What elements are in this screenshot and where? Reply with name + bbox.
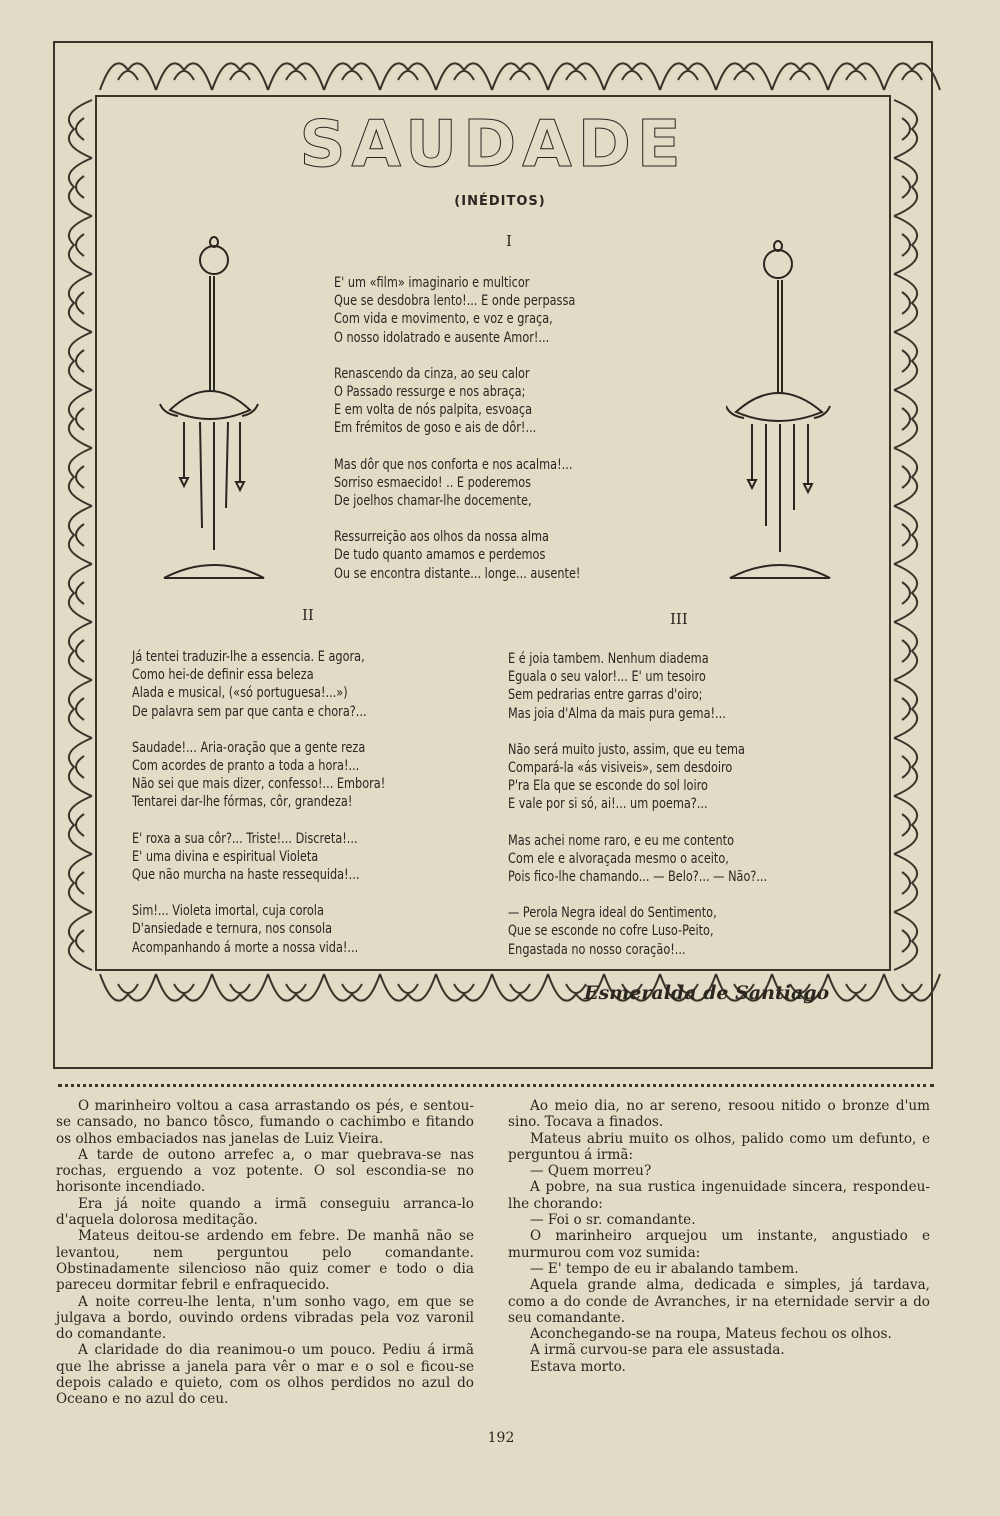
paragraph: Ao meio dia, no ar sereno, resoou nitido o bronze d'um sino. Tocava a finados. <box>508 1098 930 1131</box>
verse-line: Acompanhando á morte a nossa vida!... <box>132 939 359 956</box>
paragraph: A noite correu-lhe lenta, n'um sonho vago, em que se julgava a bordo, ouvindo ordens vibradas pela voz varonil do comandante. <box>56 1293 474 1343</box>
section-label-iii: III <box>670 610 688 628</box>
section-label-i: I <box>506 232 512 250</box>
stanza <box>334 365 580 438</box>
story-left-column <box>56 1098 474 1408</box>
paragraph: A irmã curvou-se para ele assustada. <box>530 1342 785 1359</box>
verse-line: Com acordes de pranto a toda a hora!... <box>132 758 360 775</box>
verse-line: E' roxa a sua côr?... Triste!... Discreta!... <box>132 830 358 847</box>
verse-line: Não sei que mais dizer, confesso!... Embora! <box>132 776 386 793</box>
stanza <box>334 528 580 583</box>
stanza <box>508 650 767 723</box>
paragraph: Mateus deitou-se ardendo em febre. De manhã não se levantou, nem perguntou pelo comandante. Obstinadamente silencioso não quiz comer e todo o dia pareceu dormitar febril e enfraquecido. <box>56 1228 474 1294</box>
verse-line: Com vida e movimento, e voz e graça, <box>334 311 553 328</box>
paragraph: A pobre, na sua rustica ingenuidade sincera, respondeu-lhe chorando: <box>508 1179 930 1212</box>
verse-line: Mas dôr que nos conforta e nos acalma!... <box>334 456 573 473</box>
verse-line: Mas achei nome raro, e eu me contento <box>508 832 735 849</box>
left-lamp-illustration <box>150 232 270 588</box>
verse-line: Com ele e alvoraçada mesmo o aceito, <box>508 850 729 867</box>
verse-line: Tentarei dar-lhe fórmas, côr, grandeza! <box>132 794 353 811</box>
verse-line: Compará-la «ás visiveis», sem desdoiro <box>508 760 733 777</box>
stanza <box>132 830 385 885</box>
stanza <box>508 832 767 887</box>
verse-line: P'ra Ela que se esconde do sol loiro <box>508 778 708 795</box>
paragraph: Mateus abriu muito os olhos, palido como um defunto, e perguntou á irmã: <box>508 1130 930 1163</box>
paragraph: Era já noite quando a irmã conseguiu arranca-lo d'aquela dolorosa meditação. <box>56 1195 474 1229</box>
paragraph: O marinheiro voltou a casa arrastando os pés, e sentou-se cansado, no banco tôsco, fumando o cachimbo e fitando os olhos embaciados nas janelas de Luiz Vieira. <box>56 1098 474 1147</box>
stanza <box>508 741 767 814</box>
paragraph: Aquela grande alma, dedicada e simples, já tardava, como a do conde de Avranches, ir na eternidade servir a do seu comandante. <box>508 1277 930 1326</box>
story-right-column <box>508 1098 930 1375</box>
stanza <box>132 648 385 721</box>
paragraph: — Foi o sr. comandante. <box>530 1212 696 1229</box>
verse-line: E é joia tambem. Nenhum diadema <box>508 651 709 667</box>
section-divider <box>58 1084 934 1087</box>
verse-line: Engastada no nosso coração!... <box>508 941 686 958</box>
poem-subtitle: (INÉDITOS) <box>454 194 546 209</box>
paragraph: A tarde de outono arrefec a, o mar quebrava-se nas rochas, erguendo a voz potente. O sol escondia-se no horisonte incendiado. <box>56 1146 474 1196</box>
poem-section-2 <box>132 648 385 975</box>
verse-line: E' uma divina e espiritual Violeta <box>132 848 319 865</box>
right-lamp-illustration <box>726 236 846 586</box>
verse-line: Em frémitos de goso e ais de dôr!... <box>334 420 537 437</box>
verse-line: Pois fico-lhe chamando... — Belo?... — Não?... <box>508 869 768 886</box>
verse-line: Que não murcha na haste ressequida!... <box>132 867 360 884</box>
verse-line: Alada e musical, («só portuguesa!...») <box>132 685 348 702</box>
verse-line: O nosso idolatrado e ausente Amor!... <box>334 329 550 346</box>
verse-line: Sorriso esmaecido! .. E poderemos <box>334 474 532 491</box>
paragraph: O marinheiro arquejou um instante, angustiado e murmurou com voz sumida: <box>508 1228 930 1261</box>
paragraph: Aconchegando-se na roupa, Mateus fechou os olhos. <box>530 1326 892 1343</box>
verse-line: E vale por si só, ai!... um poema?... <box>508 796 708 813</box>
poem-section-3 <box>508 650 767 977</box>
verse-line: O Passado ressurge e nos abraça; <box>334 384 526 401</box>
stanza <box>508 904 767 959</box>
verse-line: Já tentei traduzir-lhe a essencia. E agora, <box>132 649 365 665</box>
paragraph: Estava morto. <box>530 1358 626 1375</box>
verse-line: Ressurreição aos olhos da nossa alma <box>334 529 549 546</box>
poem-section-1 <box>334 274 580 601</box>
verse-line: Sem pedrarias entre garras d'oiro; <box>508 687 703 704</box>
verse-line: E em volta de nós palpita, esvoaça <box>334 402 533 419</box>
verse-line: Renascendo da cinza, ao seu calor <box>334 365 530 382</box>
poem-title: SAUDADE <box>299 108 687 182</box>
page-number: 192 <box>487 1430 515 1446</box>
stanza <box>132 902 385 957</box>
verse-line: Que se desdobra lento!... E onde perpassa <box>334 293 576 310</box>
verse-line: Não será muito justo, assim, que eu tema <box>508 741 745 758</box>
verse-line: Sim!... Violeta imortal, cuja corola <box>132 903 324 920</box>
verse-line: De joelhos chamar-lhe docemente, <box>334 493 532 510</box>
verse-line: Que se esconde no cofre Luso-Peito, <box>508 923 714 940</box>
section-label-ii: II <box>302 606 314 624</box>
verse-line: — Perola Negra ideal do Sentimento, <box>508 905 717 922</box>
verse-line: Como hei-de definir essa beleza <box>132 667 314 684</box>
paragraph: — Quem morreu? <box>530 1163 652 1180</box>
verse-line: De palavra sem par que canta e chora?... <box>132 703 367 720</box>
verse-line: Saudade!... Aria-oração que a gente reza <box>132 739 366 756</box>
stanza <box>334 456 580 511</box>
verse-line: D'ansiedade e ternura, nos consola <box>132 921 333 938</box>
verse-line: Ou se encontra distante... longe... ausente! <box>334 565 581 582</box>
verse-line: De tudo quanto amamos e perdemos <box>334 547 546 564</box>
stanza <box>334 274 580 347</box>
author-signature: Esmeralda de Santiago <box>584 982 830 1004</box>
paragraph: — E' tempo de eu ir abalando tambem. <box>530 1260 799 1277</box>
verse-line: Mas joia d'Alma da mais pura gema!... <box>508 705 726 722</box>
paragraph: A claridade do dia reanimou-o um pouco. Pediu á irmã que lhe abrisse a janela para vêr o mar e o sol e ficou-se depois calado e quieto, com os olhos perdidos no azul do Oceano e no azul do ceu. <box>56 1342 474 1408</box>
stanza <box>132 739 385 812</box>
verse-line: Eguala o seu valor!... E' um tesoiro <box>508 669 706 686</box>
verse-line: E' um «film» imaginario e multicor <box>334 275 530 291</box>
